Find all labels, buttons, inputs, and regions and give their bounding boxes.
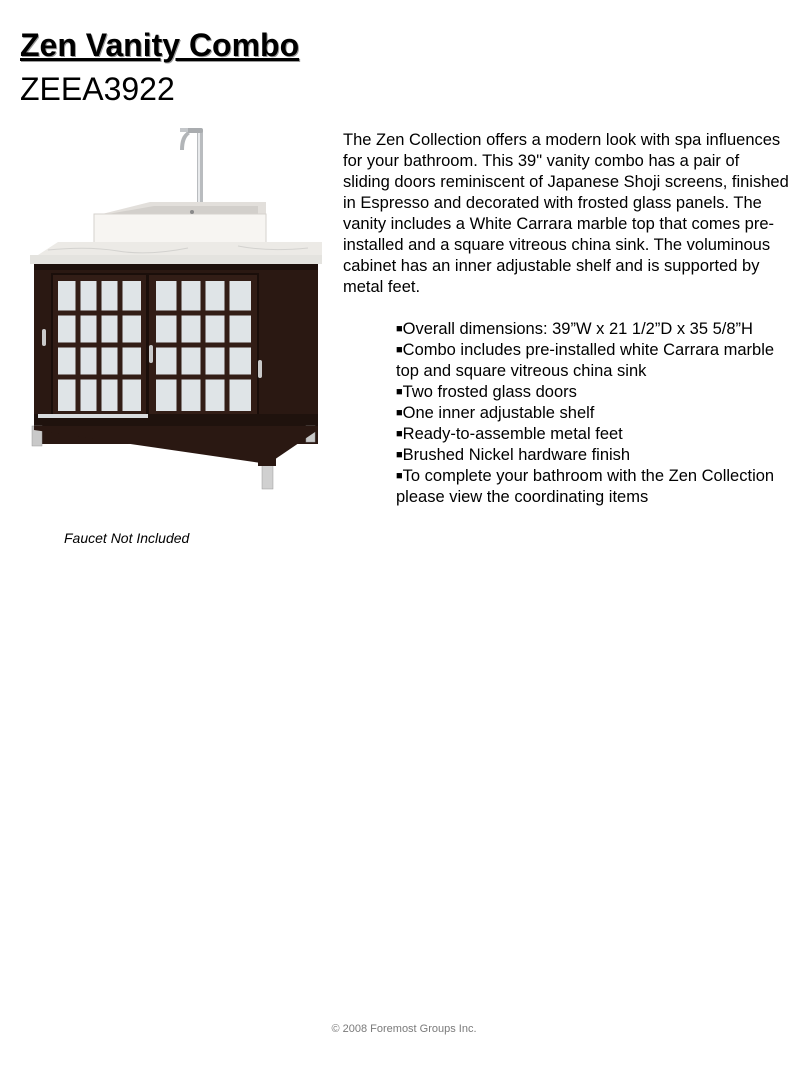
- feature-item: ■One inner adjustable shelf: [396, 404, 595, 422]
- square-bullet-icon: ■: [396, 428, 403, 440]
- feature-item: ■To complete your bathroom with the Zen Collection please view the coordinating items: [396, 467, 775, 506]
- product-title: Zen Vanity Combo: [20, 27, 300, 63]
- metal-feet-graphic: [32, 426, 318, 489]
- feature-list: [396, 319, 791, 508]
- square-bullet-icon: ■: [396, 407, 403, 419]
- marble-top-graphic: [30, 242, 322, 264]
- feature-item: ■Brushed Nickel hardware finish: [396, 446, 631, 464]
- square-bullet-icon: ■: [396, 470, 403, 482]
- square-bullet-icon: ■: [396, 323, 403, 335]
- model-number: ZEEA3922: [20, 71, 175, 107]
- square-bullet-icon: ■: [396, 344, 403, 356]
- vanity-product-image: [28, 124, 324, 496]
- feature-item: ■Overall dimensions: 39”W x 21 1/2”D x 35 5/8”H: [396, 320, 753, 338]
- square-bullet-icon: ■: [396, 449, 403, 461]
- feature-item: ■Ready-to-assemble metal feet: [396, 425, 623, 443]
- faucet-graphic: [180, 128, 206, 214]
- cabinet-graphic: [34, 264, 318, 444]
- product-description: The Zen Collection offers a modern look with spa influences for your bathroom. This 39" vanity combo has a pair of sliding doors reminiscent of Japanese Shoji screens, finished in Espresso and decorated with frosted glass panels. The vanity includes a White Carrara marble top that comes pre-installed and a square vitreous china sink. The voluminous cabinet has an inner adjustable shelf and is supported by metal feet.: [343, 131, 789, 296]
- feature-item: ■Combo includes pre-installed white Carrara marble top and square vitreous china sink: [396, 341, 775, 380]
- feature-item: ■Two frosted glass doors: [396, 383, 577, 401]
- square-bullet-icon: ■: [396, 386, 403, 398]
- copyright-footer: © 2008 Foremost Groups Inc.: [331, 1023, 477, 1035]
- image-caption: Faucet Not Included: [64, 530, 190, 546]
